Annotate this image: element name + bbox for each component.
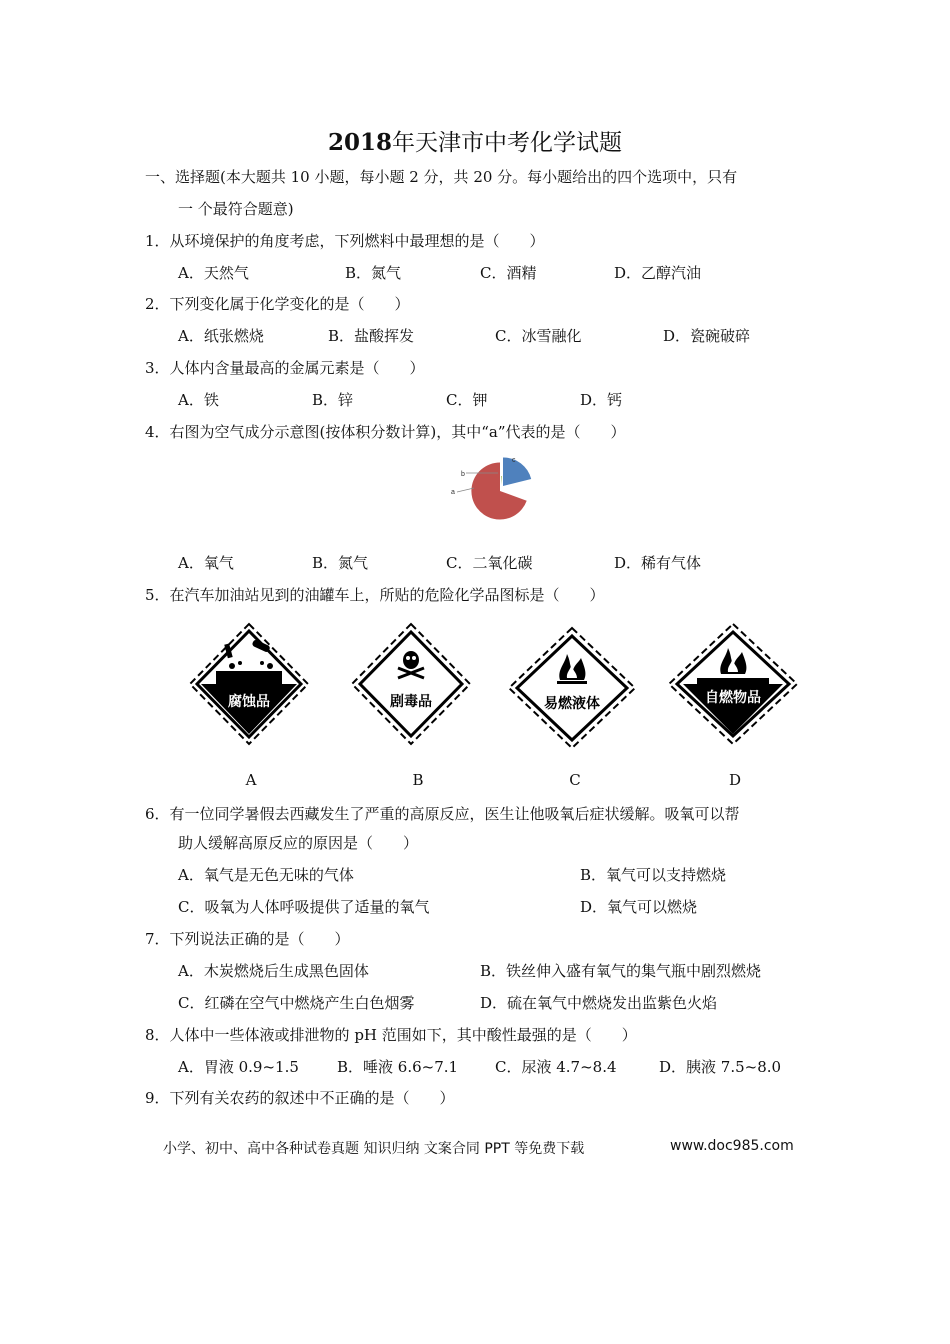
q4-option-c: C．二氧化碳 xyxy=(446,554,533,572)
spontaneous-combustion-label: 自燃物品 xyxy=(705,690,761,706)
q2-option-c: C．冰雪融化 xyxy=(495,327,582,345)
q7-option-d: D．硫在氧气中燃烧发出监紫色火焰 xyxy=(480,994,718,1012)
q3-option-b: B．锌 xyxy=(312,391,354,409)
q7-option-c: C．红磷在空气中燃烧产生白色烟雾 xyxy=(178,994,415,1012)
toxic-label: 剧毒品 xyxy=(390,694,432,710)
pie-label-c: c xyxy=(512,457,516,464)
q4-option-a: A．氧气 xyxy=(178,554,234,572)
q7-option-b: B．铁丝伸入盛有氧气的集气瓶中剧烈燃烧 xyxy=(480,962,762,980)
spontaneous-combustion-sign xyxy=(667,622,799,746)
q8-option-b: B．唾液 6.6~7.1 xyxy=(337,1058,459,1076)
q3-option-d: D．钙 xyxy=(580,391,623,409)
page-title xyxy=(0,124,950,157)
q2-option-d: D．瓷碗破碎 xyxy=(663,327,751,345)
question-3-stem: 3．人体内含量最高的金属元素是（ ） xyxy=(145,359,425,377)
sign-label-b: B xyxy=(412,771,424,789)
pie-slice-c xyxy=(503,457,531,486)
q2-option-b: B．盐酸挥发 xyxy=(328,327,415,345)
q1-option-b: B．氮气 xyxy=(345,264,402,282)
question-6-stem-line1: 6．有一位同学暑假去西藏发生了严重的高原反应，医生让他吸氧后症状缓解。吸氧可以帮 xyxy=(145,805,740,823)
q2-option-a: A．纸张燃烧 xyxy=(178,327,264,345)
flammable-liquid-sign xyxy=(507,626,637,750)
footer-link[interactable]: www.doc985.com xyxy=(670,1138,794,1154)
section-heading-line2: 一 个最符合题意) xyxy=(178,200,294,218)
q3-option-a: A．铁 xyxy=(178,391,219,409)
q1-option-c: C．酒精 xyxy=(480,264,537,282)
footer-text: 小学、初中、高中各种试卷真题 知识归纳 文案合同 PPT 等免费下载 xyxy=(163,1141,585,1157)
question-1-stem: 1．从环境保护的角度考虑，下列燃料中最理想的是（ ） xyxy=(145,232,545,250)
pie-slice-b xyxy=(501,476,502,485)
question-6-stem-line2: 助人缓解高原反应的原因是（ ） xyxy=(178,834,419,852)
q8-option-c: C．尿液 4.7~8.4 xyxy=(495,1058,617,1076)
air-composition-pie xyxy=(440,450,550,542)
q4-option-d: D．稀有气体 xyxy=(614,554,702,572)
title-year: 2018 xyxy=(327,129,392,156)
q3-option-c: C．钾 xyxy=(446,391,488,409)
corrosive-sign xyxy=(188,622,310,746)
flammable-liquid-label: 易燃液体 xyxy=(544,696,600,712)
pie-label-b: b xyxy=(461,471,465,478)
corrosive-label: 腐蚀品 xyxy=(228,694,270,710)
q6-option-c: C．吸氧为人体呼吸提供了适量的氧气 xyxy=(178,898,430,916)
sign-label-d: D xyxy=(728,771,742,789)
q1-option-d: D．乙醇汽油 xyxy=(614,264,702,282)
q4-option-b: B．氮气 xyxy=(312,554,369,572)
q1-option-a: A．天然气 xyxy=(178,264,249,282)
q6-option-a: A．氧气是无色无味的气体 xyxy=(178,866,354,884)
question-4-stem: 4．右图为空气成分示意图(按体积分数计算)，其中“a”代表的是（ ） xyxy=(145,423,626,441)
toxic-sign xyxy=(350,622,472,746)
q6-option-d: D．氧气可以燃烧 xyxy=(580,898,698,916)
q8-option-d: D．胰液 7.5~8.0 xyxy=(659,1058,782,1076)
question-9-stem: 9．下列有关农药的叙述中不正确的是（ ） xyxy=(145,1089,455,1107)
section-heading-line1: 一、选择题(本大题共 10 小题，每小题 2 分，共 20 分。每小题给出的四个选项中，只有 xyxy=(145,168,738,186)
question-8-stem: 8．人体中一些体液或排泄物的 pH 范围如下，其中酸性最强的是（ ） xyxy=(145,1026,637,1044)
question-2-stem: 2．下列变化属于化学变化的是（ ） xyxy=(145,295,410,313)
sign-label-c: C xyxy=(569,771,581,789)
sign-label-a: A xyxy=(245,771,257,789)
q7-option-a: A．木炭燃烧后生成黑色固体 xyxy=(178,962,369,980)
pie-label-a: a xyxy=(451,489,455,496)
title-text: 年天津市中考化学试题 xyxy=(392,130,622,156)
question-7-stem: 7．下列说法正确的是（ ） xyxy=(145,930,350,948)
question-5-stem: 5．在汽车加油站见到的油罐车上，所贴的危险化学品图标是（ ） xyxy=(145,586,605,604)
q8-option-a: A．胃液 0.9~1.5 xyxy=(178,1058,299,1076)
q6-option-b: B．氧气可以支持燃烧 xyxy=(580,866,727,884)
